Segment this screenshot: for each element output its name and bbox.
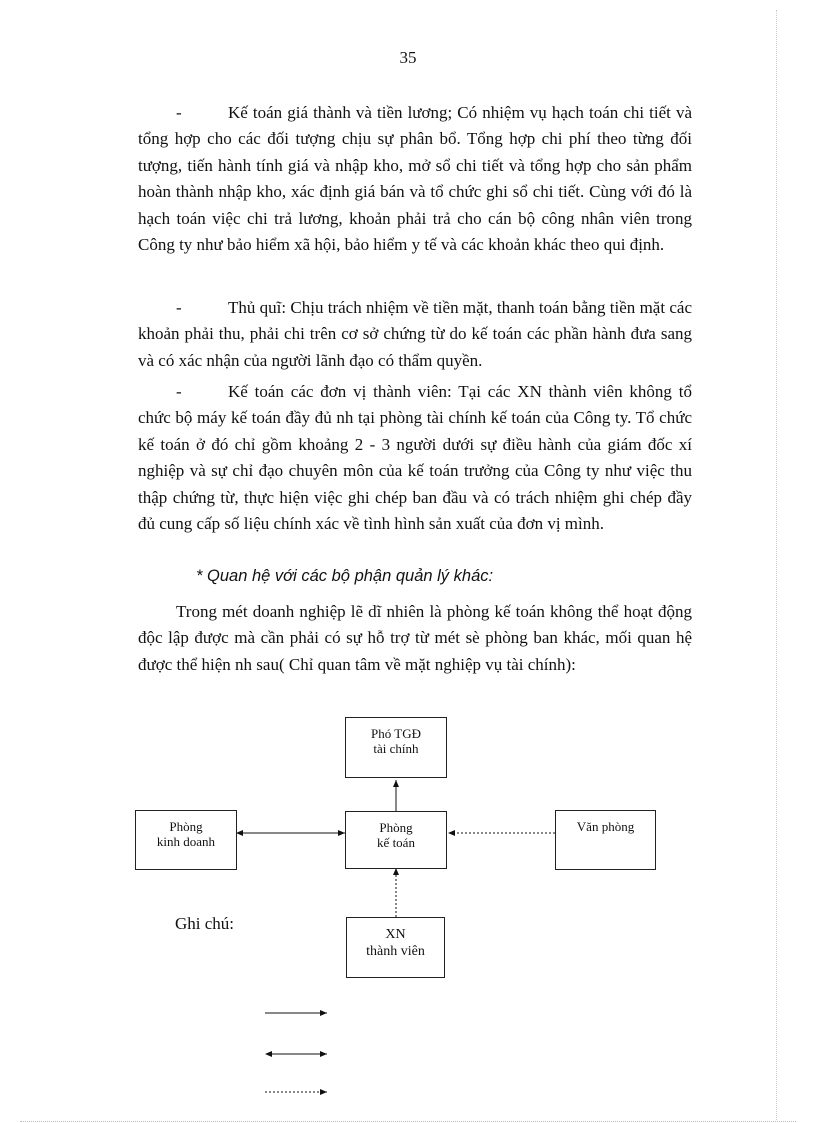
page-edge-dotted-line xyxy=(776,10,777,1120)
legend-label: Ghi chú: xyxy=(175,914,235,933)
box-label-line: tài chính xyxy=(373,741,419,756)
paragraph-body: tiết và tổng hợp cho các đối tượng chịu sự phân bổ. Tổng hợp chi phí theo từng đối tượng, tiến hành tính giá và nhập kho, mở sổ chi tiết và tổng hợp cho sản phẩm hoàn thành nhập kho, xác định giá bán và tổ chức ghi sổ chi tiết. Cùng với đó là hạch toán việc chi trả lương, khoản phải trả cho cán bộ công nhân viên trong Công ty như bảo hiểm xã hội, bảo hiểm y tế và các khoản khác theo qui định. xyxy=(138,103,693,255)
box-label-line: Phó TGĐ xyxy=(371,726,421,741)
box-label-line: Phòng xyxy=(379,820,413,835)
box-xn-thanh-vien xyxy=(346,917,445,978)
box-pho-tgd xyxy=(345,717,447,778)
bullet-dash: - xyxy=(176,298,182,317)
page-number: 35 xyxy=(399,48,417,67)
box-van-phong xyxy=(555,810,656,870)
paragraph-first-line: Kế toán giá thành và tiền lương; Có nhiệm vụ hạch toán chi xyxy=(228,103,645,122)
box-phong-kinh-doanh xyxy=(135,810,237,870)
bullet-dash: - xyxy=(176,103,182,122)
paragraph-body: mặt các khoản phải thu, phải chi trên cơ sở chứng từ do kế toán các phần hành đưa sang và có xác nhận của người lãnh đạo có thẩm quyền. xyxy=(138,298,692,370)
paragraph-first-line: Kế toán các đơn vị thành viên: Tại các XN thành viên không xyxy=(228,382,672,401)
box-label-line: Phòng xyxy=(169,819,203,834)
page-bottom-dotted-line xyxy=(20,1121,796,1122)
box-phong-ke-toan xyxy=(345,811,447,869)
paragraph-body: tổ chức bộ máy kế toán đầy đủ nh tại phòng tài chính kế toán của Công ty. Tổ chức kế toán ở đó chỉ gồm khoảng 2 - 3 người dưới sự điều hành của giám đốc xí nghiệp và sự chỉ đạo chuyên môn của kế toán trưởng của Công ty như việc thu thập chứng từ, thực hiện việc ghi chép ban đầu và có trách nhiệm ghi chép đầy đủ cung cấp số liệu chính xác về tình hình sản xuất của đơn vị mình. xyxy=(138,382,693,534)
box-label-line: thành viên xyxy=(366,944,425,959)
box-label-line: XN xyxy=(385,927,406,942)
section-subheading: * Quan hệ với các bộ phận quản lý khác: xyxy=(196,567,494,585)
box-label-line: kế toán xyxy=(377,835,415,850)
paragraph-first-line: Thủ quĩ: Chịu trách nhiệm về tiền mặt, thanh toán bằng tiền xyxy=(228,298,636,317)
box-label-line: kinh doanh xyxy=(156,834,216,849)
box-label-line: Văn phòng xyxy=(576,819,635,834)
bullet-dash: - xyxy=(176,382,182,401)
paragraph-intro-relations: Trong mét doanh nghiệp lẽ dĩ nhiên là phòng kế toán không thể hoạt động độc lập được mà cần phải có sự hỗ trợ từ mét sè phòng ban khác, mối quan hệ được thể hiện nh sau( Chỉ quan tâm về mặt nghiệp vụ tài chính): xyxy=(138,602,692,674)
